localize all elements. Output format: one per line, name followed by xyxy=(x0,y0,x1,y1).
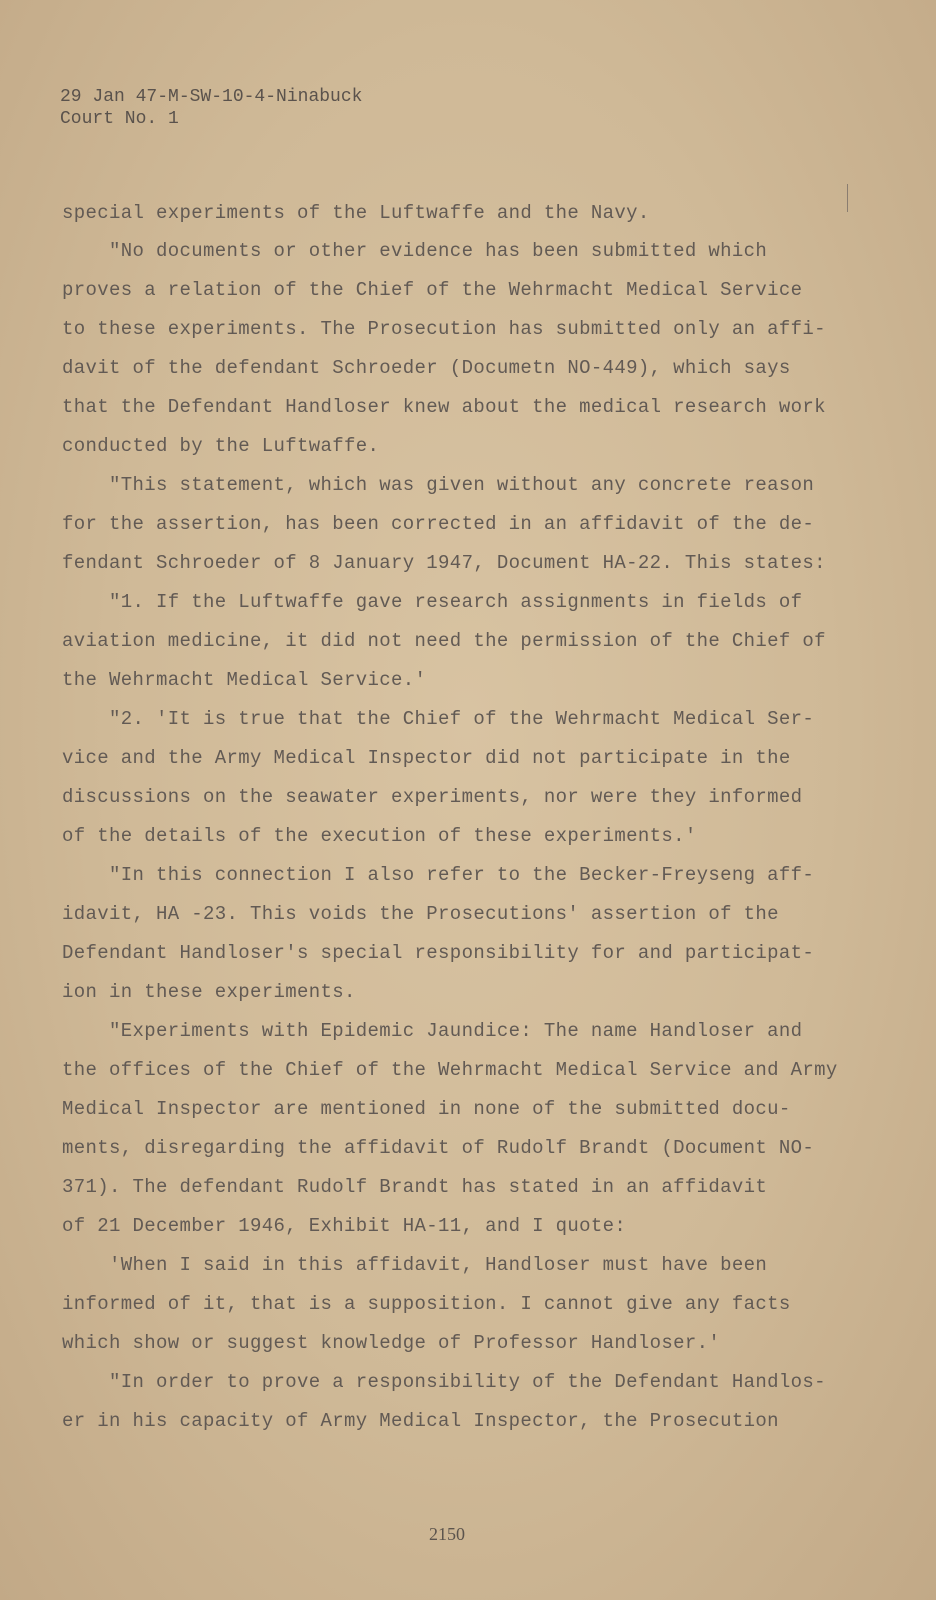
transcript-line: of 21 December 1946, Exhibit HA-11, and I quote: xyxy=(62,1215,627,1237)
transcript-line: "Experiments with Epidemic Jaundice: The name Handloser and xyxy=(62,1020,803,1042)
transcript-line: er in his capacity of Army Medical Inspector, the Prosecution xyxy=(62,1410,779,1432)
transcript-line: 'When I said in this affidavit, Handloser must have been xyxy=(62,1254,768,1276)
transcript-line: the offices of the Chief of the Wehrmacht Medical Service and Army xyxy=(62,1059,838,1081)
transcript-line: special experiments of the Luftwaffe and the Navy. xyxy=(62,202,650,224)
margin-mark xyxy=(847,184,848,212)
transcript-line: to these experiments. The Prosecution has submitted only an affi- xyxy=(62,318,826,340)
header-session-line: 29 Jan 47-M-SW-10-4-Ninabuck xyxy=(60,87,363,107)
transcript-line: "2. 'It is true that the Chief of the Wehrmacht Medical Ser- xyxy=(62,708,815,730)
transcript-line: for the assertion, has been corrected in an affidavit of the de- xyxy=(62,513,815,535)
transcript-line: fendant Schroeder of 8 January 1947, Document HA-22. This states: xyxy=(62,552,826,574)
transcript-line: ion in these experiments. xyxy=(62,981,356,1003)
transcript-line: "1. If the Luftwaffe gave research assignments in fields of xyxy=(62,591,803,613)
transcript-line: aviation medicine, it did not need the permission of the Chief of xyxy=(62,630,826,652)
transcript-line: discussions on the seawater experiments, nor were they informed xyxy=(62,786,803,808)
transcript-line: vice and the Army Medical Inspector did not participate in the xyxy=(62,747,791,769)
page-number: 2150 xyxy=(429,1524,465,1544)
transcript-line: that the Defendant Handloser knew about the medical research work xyxy=(62,396,826,418)
transcript-line: "In this connection I also refer to the Becker-Freyseng aff- xyxy=(62,864,815,886)
transcript-line: Defendant Handloser's special responsibility for and participat- xyxy=(62,942,815,964)
transcript-line: informed of it, that is a supposition. I cannot give any facts xyxy=(62,1293,791,1315)
transcript-line: the Wehrmacht Medical Service.' xyxy=(62,669,427,691)
transcript-line: of the details of the execution of these experiments.' xyxy=(62,825,697,847)
transcript-line: "In order to prove a responsibility of the Defendant Handlos- xyxy=(62,1371,826,1393)
transcript-line: conducted by the Luftwaffe. xyxy=(62,435,380,457)
header-court-line: Court No. 1 xyxy=(60,109,179,129)
transcript-line: ments, disregarding the affidavit of Rudolf Brandt (Document NO- xyxy=(62,1137,815,1159)
transcript-line: "This statement, which was given without any concrete reason xyxy=(62,474,815,496)
transcript-line: proves a relation of the Chief of the Wehrmacht Medical Service xyxy=(62,279,803,301)
transcript-line: "No documents or other evidence has been submitted which xyxy=(62,240,768,262)
transcript-line: davit of the defendant Schroeder (Documetn NO-449), which says xyxy=(62,357,791,379)
transcript-line: 371). The defendant Rudolf Brandt has stated in an affidavit xyxy=(62,1176,768,1198)
transcript-line: Medical Inspector are mentioned in none of the submitted docu- xyxy=(62,1098,791,1120)
document-header xyxy=(60,86,362,130)
transcript-line: idavit, HA -23. This voids the Prosecutions' assertion of the xyxy=(62,903,779,925)
transcript-line: which show or suggest knowledge of Professor Handloser.' xyxy=(62,1332,721,1354)
